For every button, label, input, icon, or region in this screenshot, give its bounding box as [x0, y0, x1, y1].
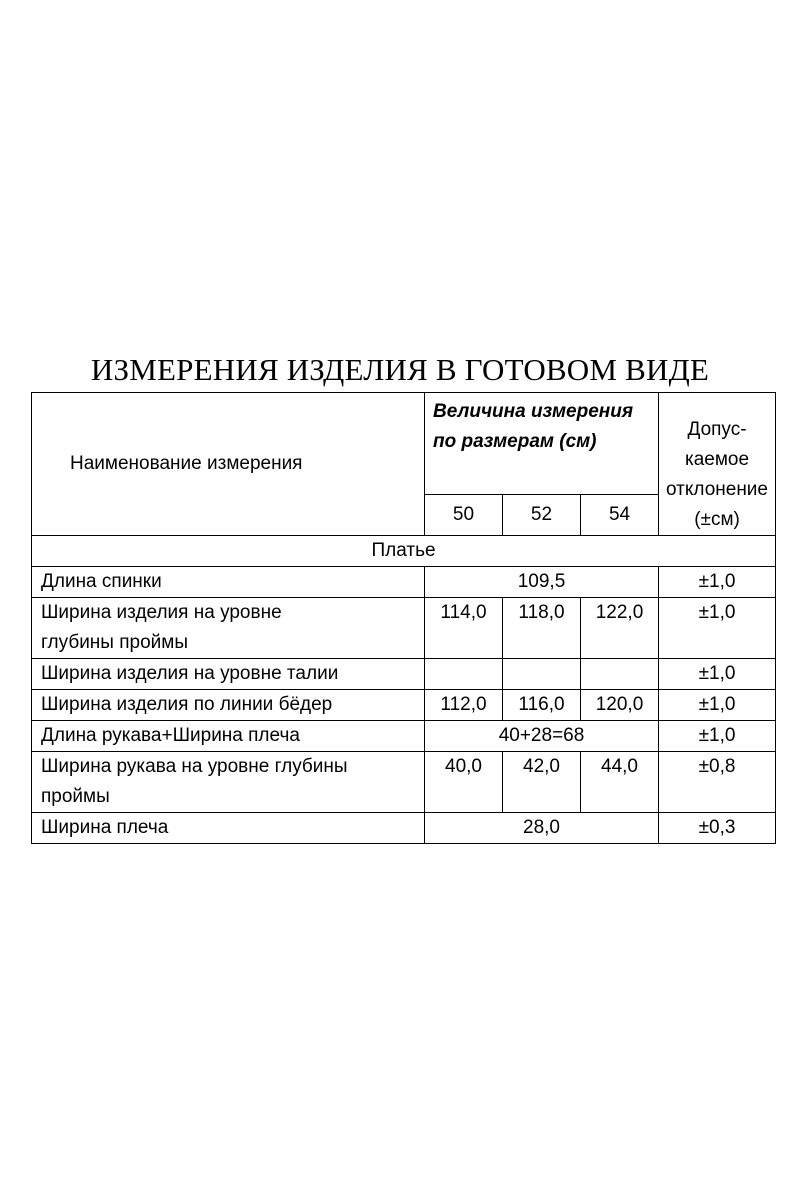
table-row [32, 567, 776, 598]
measurement-value: 28,0 [425, 813, 659, 844]
measurement-value: 114,0 [425, 598, 503, 659]
measurement-name-line1: Ширина изделия на уровне [41, 602, 282, 623]
tolerance-value: ±1,0 [659, 598, 776, 659]
tolerance-header-line1: Допус- [687, 419, 747, 440]
measurement-value: 44,0 [581, 752, 659, 813]
measurement-value [581, 659, 659, 690]
measurement-name: Ширина изделия на уровне талии [32, 659, 425, 690]
tolerance-value: ±1,0 [659, 690, 776, 721]
header-row [32, 393, 776, 495]
table-row [32, 813, 776, 844]
measurement-name-line2: глубины проймы [41, 632, 188, 653]
measurement-name [32, 752, 425, 813]
measurement-name-header: Наименование измерения [32, 393, 425, 536]
table-row [32, 659, 776, 690]
size-values-header-line1: Величина измерения [433, 401, 634, 422]
measurement-name: Ширина плеча [32, 813, 425, 844]
tolerance-value: ±0,8 [659, 752, 776, 813]
measurement-name-line2: проймы [41, 786, 110, 807]
size-values-header [425, 393, 659, 495]
measurement-value: 109,5 [425, 567, 659, 598]
measurement-value: 42,0 [503, 752, 581, 813]
size-values-header-line2: по размерам (см) [433, 431, 597, 452]
size-52-header: 52 [503, 494, 581, 535]
table-row [32, 598, 776, 659]
measurement-value: 40+28=68 [425, 721, 659, 752]
tolerance-value: ±0,3 [659, 813, 776, 844]
table-row [32, 752, 776, 813]
measurement-name: Ширина изделия по линии бёдер [32, 690, 425, 721]
size-50-header: 50 [425, 494, 503, 535]
measurement-value: 120,0 [581, 690, 659, 721]
measurement-value: 122,0 [581, 598, 659, 659]
measurement-name [32, 598, 425, 659]
tolerance-header-line3: отклонение [666, 479, 768, 500]
measurement-name-line1: Ширина рукава на уровне глубины [41, 756, 348, 777]
tolerance-value: ±1,0 [659, 567, 776, 598]
measurement-name: Длина рукава+Ширина плеча [32, 721, 425, 752]
measurements-table [31, 392, 776, 844]
measurement-value: 40,0 [425, 752, 503, 813]
measurement-name: Длина спинки [32, 567, 425, 598]
tolerance-header-line2: каемое [684, 449, 750, 470]
section-row [32, 536, 776, 567]
table-row [32, 721, 776, 752]
section-title: Платье [32, 536, 776, 567]
measurement-value: 116,0 [503, 690, 581, 721]
tolerance-value: ±1,0 [659, 659, 776, 690]
page-title: ИЗМЕРЕНИЯ ИЗДЕЛИЯ В ГОТОВОМ ВИДЕ [90, 352, 710, 387]
measurement-value: 112,0 [425, 690, 503, 721]
tolerance-header-line4: (±см) [694, 509, 740, 530]
table-row [32, 690, 776, 721]
tolerance-header [659, 393, 776, 536]
measurement-value [425, 659, 503, 690]
size-54-header: 54 [581, 494, 659, 535]
measurement-value [503, 659, 581, 690]
measurement-value: 118,0 [503, 598, 581, 659]
tolerance-value: ±1,0 [659, 721, 776, 752]
